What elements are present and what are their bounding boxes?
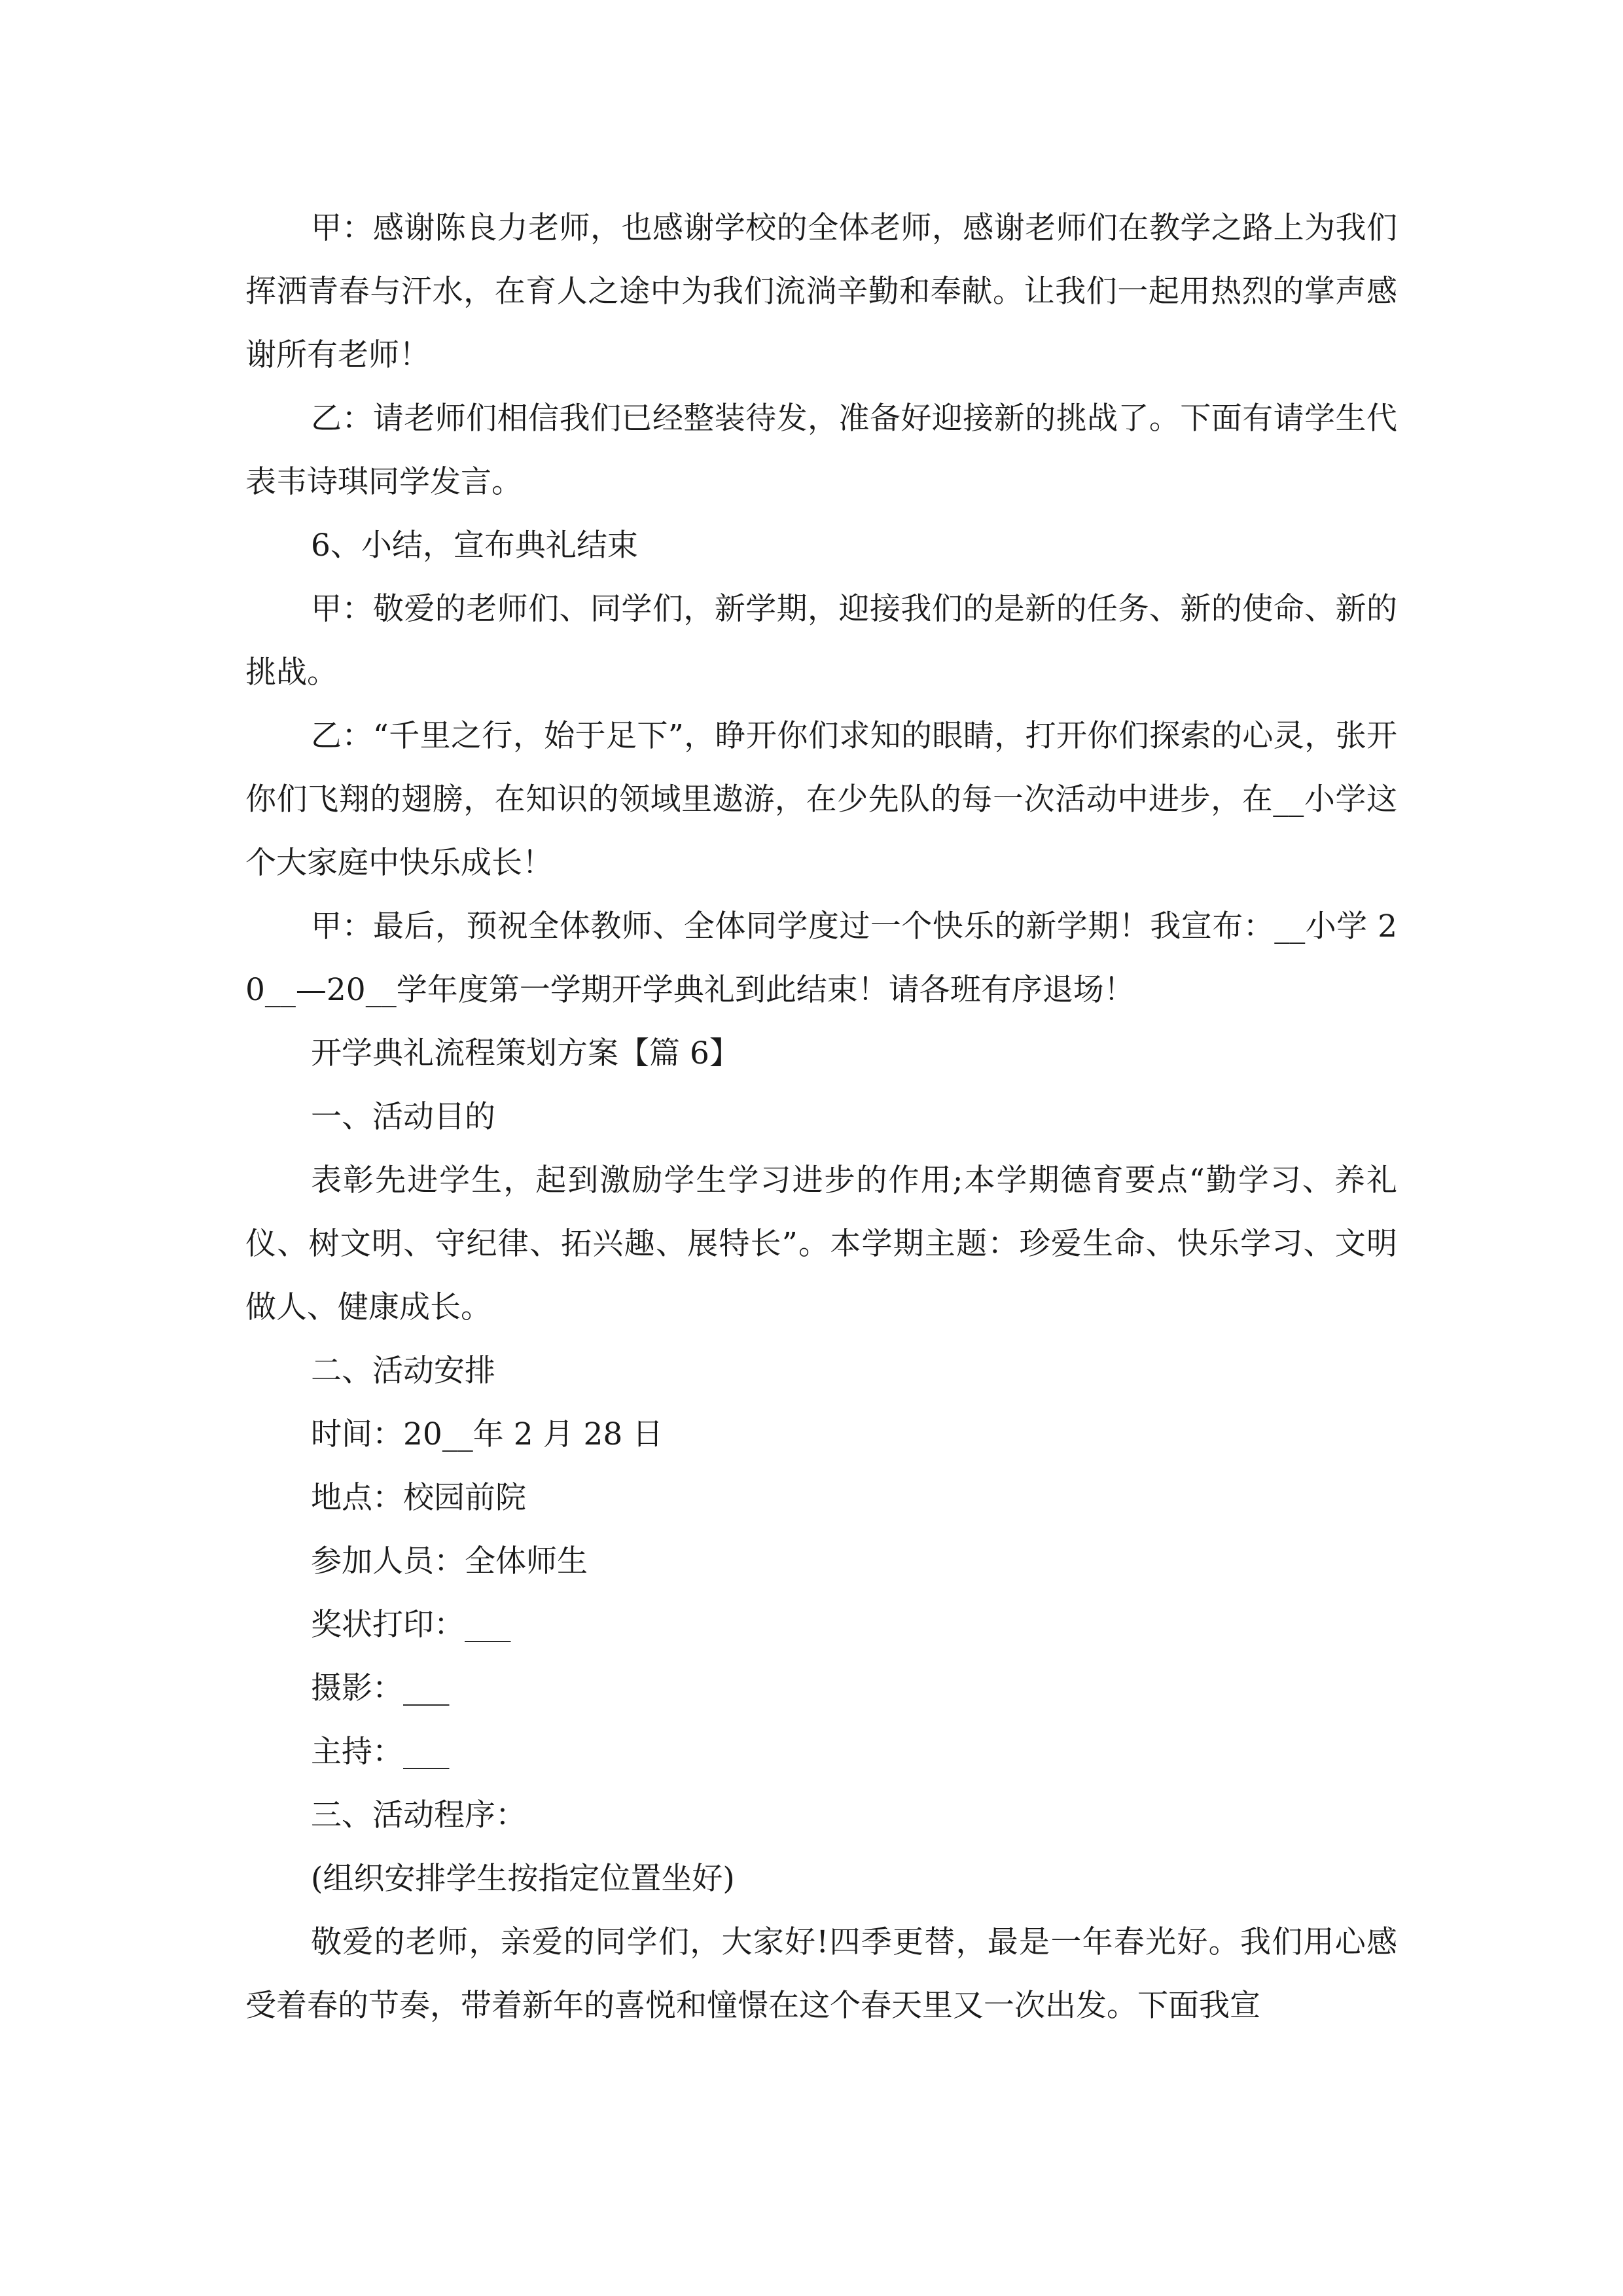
plan-title: 开学典礼流程策划方案【篇 6】 — [311, 1035, 740, 1071]
field-host: 主持：___ — [311, 1734, 450, 1770]
paragraph-student-speech-intro: 乙：请老师们相信我们已经整装待发，准备好迎接新的挑战了。下面有请学生代表韦诗琪同学发言。 — [245, 401, 1397, 500]
field-photography: 摄影：___ — [311, 1670, 450, 1706]
paragraph-journey-quote: 乙：“千里之行，始于足下”，睁开你们求知的眼睛，打开你们探索的心灵，张开你们飞翔的翅膀，在知识的领域里遨游，在少先队的每一次活动中进步，在__小学这个大家庭中快乐成长！ — [245, 718, 1397, 881]
field-location: 地点：校园前院 — [311, 1480, 526, 1516]
field-certificate-printing: 奖状打印：___ — [311, 1607, 511, 1643]
paragraph-closing-announcement: 甲：最后，预祝全体教师、全体同学度过一个快乐的新学期！我宣布：__小学 20__—20__学年度第一学期开学典礼到此结束！请各班有序退场！ — [245, 908, 1397, 1008]
field-participants: 参加人员：全体师生 — [311, 1543, 588, 1579]
paragraph-opening-speech: 敬爱的老师，亲爱的同学们，大家好!四季更替，最是一年春光好。我们用心感受着春的节奏，带着新年的喜悦和憧憬在这个春天里又一次出发。下面我宣 — [245, 1924, 1397, 2024]
paragraph-purpose: 表彰先进学生，起到激励学生学习进步的作用;本学期德育要点“勤学习、养礼仪、树文明、守纪律、拓兴趣、展特长”。本学期主题：珍爱生命、快乐学习、文明做人、健康成长。 — [245, 1162, 1397, 1325]
section-heading-summary: 6、小结，宣布典礼结束 — [311, 528, 638, 564]
paragraph-new-semester: 甲：敬爱的老师们、同学们，新学期，迎接我们的是新的任务、新的使命、新的挑战。 — [245, 591, 1397, 691]
section-heading-procedure: 三、活动程序： — [311, 1797, 526, 1833]
field-time: 时间：20__年 2 月 28 日 — [311, 1416, 664, 1452]
section-heading-purpose: 一、活动目的 — [311, 1099, 495, 1135]
paragraph-thanks-teachers: 甲：感谢陈良力老师，也感谢学校的全体老师，感谢老师们在教学之路上为我们挥洒青春与汗水，在育人之途中为我们流淌辛勤和奉献。让我们一起用热烈的掌声感谢所有老师！ — [245, 210, 1397, 373]
paragraph-seating-note: (组织安排学生按指定位置坐好) — [311, 1861, 735, 1897]
document-body — [245, 196, 1397, 2037]
section-heading-arrangement: 二、活动安排 — [311, 1353, 495, 1389]
